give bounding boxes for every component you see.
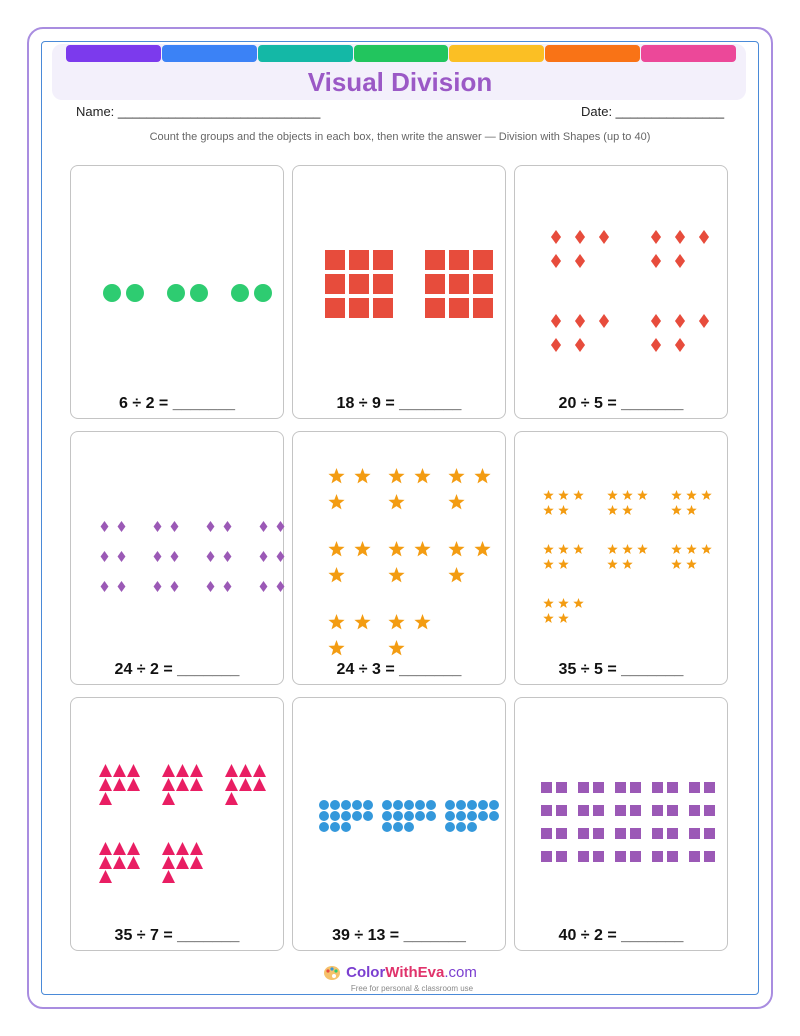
diamond-shape	[675, 254, 685, 268]
star-shape	[388, 640, 404, 655]
diamond-shape	[101, 551, 109, 562]
star-shape	[622, 505, 632, 515]
equation[interactable]: 35 ÷ 5 = _______	[558, 661, 684, 678]
diamond-shape	[551, 254, 561, 268]
star-shape	[558, 598, 568, 608]
problem-card	[292, 697, 506, 951]
diamond-shape	[575, 230, 585, 244]
triangle-shape	[99, 856, 112, 869]
square-shape	[556, 805, 567, 816]
circle-shape	[126, 284, 144, 302]
square-shape	[449, 298, 469, 318]
diamond-shape	[118, 551, 126, 562]
square-shape	[373, 274, 393, 294]
triangle-shape	[253, 778, 266, 791]
shape-groups	[71, 432, 285, 686]
triangle-shape	[162, 842, 175, 855]
diamond-shape	[551, 230, 561, 244]
square-shape	[349, 298, 369, 318]
star-shape	[354, 541, 370, 556]
square-shape	[630, 805, 641, 816]
square-shape	[704, 782, 715, 793]
diamond-shape	[651, 338, 661, 352]
shape-groups	[71, 166, 285, 420]
circle-shape	[393, 811, 403, 821]
star-shape	[607, 544, 617, 554]
square-shape	[652, 782, 663, 793]
circle-shape	[330, 822, 340, 832]
diamond-shape	[575, 314, 585, 328]
square-shape	[652, 851, 663, 862]
star-shape	[388, 614, 404, 629]
problem-card	[70, 697, 284, 951]
star-shape	[558, 559, 568, 569]
diamond-shape	[277, 521, 285, 532]
brand-color: Color	[346, 964, 386, 981]
square-shape	[615, 828, 626, 839]
square-shape	[425, 274, 445, 294]
circle-shape	[382, 822, 392, 832]
star-shape	[328, 567, 344, 582]
star-shape	[414, 614, 430, 629]
triangle-shape	[162, 792, 175, 805]
star-shape	[671, 544, 681, 554]
circle-shape	[167, 284, 185, 302]
star-shape	[328, 640, 344, 655]
star-shape	[543, 598, 553, 608]
square-shape	[473, 298, 493, 318]
brand-logo[interactable]	[323, 964, 477, 981]
star-shape	[671, 490, 681, 500]
rainbow-segment	[162, 45, 257, 62]
triangle-shape	[99, 870, 112, 883]
equation[interactable]: 24 ÷ 3 = _______	[336, 661, 462, 678]
square-shape	[349, 274, 369, 294]
circle-shape	[330, 800, 340, 810]
star-shape	[686, 505, 696, 515]
star-shape	[388, 541, 404, 556]
triangle-shape	[176, 764, 189, 777]
star-shape	[573, 490, 583, 500]
star-shape	[607, 490, 617, 500]
square-shape	[349, 250, 369, 270]
equation[interactable]: 6 ÷ 2 = _______	[119, 395, 235, 412]
circle-shape	[478, 811, 488, 821]
triangle-shape	[225, 792, 238, 805]
diamond-shape	[260, 551, 268, 562]
diamond-shape	[101, 581, 109, 592]
triangle-shape	[127, 856, 140, 869]
circle-shape	[467, 822, 477, 832]
star-shape	[543, 490, 553, 500]
page-title: Visual Division	[307, 67, 493, 97]
diamond-shape	[260, 581, 268, 592]
square-shape	[652, 828, 663, 839]
diamond-shape	[575, 254, 585, 268]
rainbow-segment	[449, 45, 544, 62]
diamond-shape	[118, 581, 126, 592]
palette-icon	[323, 965, 341, 981]
diamond-shape	[675, 338, 685, 352]
diamond-shape	[171, 581, 179, 592]
square-shape	[689, 828, 700, 839]
circle-shape	[445, 800, 455, 810]
star-shape	[558, 544, 568, 554]
star-shape	[637, 490, 647, 500]
diamond-shape	[551, 338, 561, 352]
square-shape	[593, 851, 604, 862]
circle-shape	[352, 811, 362, 821]
equation[interactable]: 39 ÷ 13 = _______	[332, 927, 466, 944]
problem-card	[514, 165, 728, 419]
circle-shape	[478, 800, 488, 810]
diamond-shape	[260, 521, 268, 532]
diamond-shape	[575, 338, 585, 352]
circle-shape	[393, 822, 403, 832]
star-shape	[701, 544, 711, 554]
star-shape	[328, 468, 344, 483]
square-shape	[593, 805, 604, 816]
equation[interactable]: 24 ÷ 2 = _______	[114, 661, 240, 678]
star-shape	[607, 505, 617, 515]
triangle-shape	[99, 764, 112, 777]
equation[interactable]: 18 ÷ 9 = _______	[336, 395, 462, 412]
square-shape	[667, 851, 678, 862]
star-shape	[686, 490, 696, 500]
circle-shape	[489, 800, 499, 810]
circle-shape	[341, 822, 351, 832]
star-shape	[354, 468, 370, 483]
diamond-shape	[224, 521, 232, 532]
diamond-shape	[118, 521, 126, 532]
square-shape	[689, 851, 700, 862]
circle-shape	[330, 811, 340, 821]
triangle-shape	[176, 856, 189, 869]
star-shape	[671, 559, 681, 569]
circle-shape	[456, 800, 466, 810]
star-shape	[558, 505, 568, 515]
square-shape	[373, 250, 393, 270]
star-shape	[543, 544, 553, 554]
rainbow-segment	[354, 45, 449, 62]
star-shape	[448, 494, 464, 509]
date-field[interactable]: Date: _______________	[581, 104, 725, 119]
rainbow-segment	[641, 45, 736, 62]
triangle-shape	[113, 856, 126, 869]
star-shape	[543, 505, 553, 515]
diamond-shape	[224, 551, 232, 562]
square-shape	[578, 851, 589, 862]
diamond-shape	[551, 314, 561, 328]
star-shape	[474, 468, 490, 483]
rainbow-segment	[258, 45, 353, 62]
square-shape	[630, 828, 641, 839]
circle-shape	[341, 811, 351, 821]
triangle-shape	[99, 842, 112, 855]
star-shape	[622, 559, 632, 569]
star-shape	[686, 559, 696, 569]
rainbow-segment	[66, 45, 161, 62]
star-shape	[474, 541, 490, 556]
star-shape	[701, 490, 711, 500]
diamond-shape	[101, 521, 109, 532]
star-shape	[448, 541, 464, 556]
square-shape	[425, 250, 445, 270]
square-shape	[449, 274, 469, 294]
square-shape	[473, 274, 493, 294]
square-shape	[593, 828, 604, 839]
star-shape	[414, 468, 430, 483]
diamond-shape	[154, 551, 162, 562]
circle-shape	[456, 822, 466, 832]
square-shape	[556, 851, 567, 862]
circle-shape	[456, 811, 466, 821]
square-shape	[667, 805, 678, 816]
triangle-shape	[176, 842, 189, 855]
circle-shape	[319, 811, 329, 821]
diamond-shape	[599, 230, 609, 244]
star-shape	[543, 559, 553, 569]
diamond-shape	[651, 254, 661, 268]
star-shape	[414, 541, 430, 556]
circle-shape	[445, 822, 455, 832]
square-shape	[667, 828, 678, 839]
triangle-shape	[162, 856, 175, 869]
star-shape	[328, 541, 344, 556]
star-shape	[388, 567, 404, 582]
diamond-shape	[171, 521, 179, 532]
diamond-shape	[599, 314, 609, 328]
square-shape	[541, 851, 552, 862]
star-shape	[607, 559, 617, 569]
equation[interactable]: 35 ÷ 7 = _______	[114, 927, 240, 944]
square-shape	[704, 851, 715, 862]
star-shape	[543, 613, 553, 623]
square-shape	[630, 851, 641, 862]
footer	[0, 964, 800, 993]
circle-shape	[445, 811, 455, 821]
square-shape	[541, 782, 552, 793]
triangle-shape	[99, 778, 112, 791]
square-shape	[689, 805, 700, 816]
square-shape	[449, 250, 469, 270]
triangle-shape	[162, 778, 175, 791]
circle-shape	[426, 811, 436, 821]
circle-shape	[467, 811, 477, 821]
rainbow-segment	[545, 45, 640, 62]
triangle-shape	[225, 764, 238, 777]
star-shape	[622, 544, 632, 554]
circle-shape	[363, 811, 373, 821]
circle-shape	[382, 811, 392, 821]
circle-shape	[404, 822, 414, 832]
shape-groups	[293, 432, 507, 686]
circle-shape	[404, 800, 414, 810]
triangle-shape	[239, 778, 252, 791]
square-shape	[578, 782, 589, 793]
square-shape	[473, 250, 493, 270]
shape-groups	[71, 698, 285, 952]
circle-shape	[190, 284, 208, 302]
diamond-shape	[277, 581, 285, 592]
square-shape	[615, 805, 626, 816]
square-shape	[615, 851, 626, 862]
square-shape	[615, 782, 626, 793]
star-shape	[686, 544, 696, 554]
square-shape	[578, 828, 589, 839]
square-shape	[325, 250, 345, 270]
square-shape	[556, 782, 567, 793]
square-shape	[630, 782, 641, 793]
diamond-shape	[207, 581, 215, 592]
square-shape	[541, 805, 552, 816]
star-shape	[573, 598, 583, 608]
shape-groups	[293, 698, 507, 952]
star-shape	[328, 614, 344, 629]
problem-card	[292, 431, 506, 685]
square-shape	[556, 828, 567, 839]
diamond-shape	[224, 581, 232, 592]
square-shape	[325, 274, 345, 294]
triangle-shape	[113, 764, 126, 777]
diamond-shape	[154, 581, 162, 592]
triangle-shape	[162, 870, 175, 883]
square-shape	[541, 828, 552, 839]
circle-shape	[231, 284, 249, 302]
shape-groups	[515, 432, 729, 686]
problem-card	[514, 697, 728, 951]
triangle-shape	[190, 856, 203, 869]
equation[interactable]: 40 ÷ 2 = _______	[558, 927, 684, 944]
circle-shape	[319, 822, 329, 832]
square-shape	[704, 805, 715, 816]
diamond-shape	[651, 314, 661, 328]
problem-card	[70, 431, 284, 685]
circle-shape	[393, 800, 403, 810]
shape-groups	[515, 698, 729, 952]
rainbow-bar	[66, 45, 736, 62]
star-shape	[558, 490, 568, 500]
circle-shape	[103, 284, 121, 302]
triangle-shape	[127, 778, 140, 791]
star-shape	[388, 494, 404, 509]
circle-shape	[363, 800, 373, 810]
square-shape	[689, 782, 700, 793]
diamond-shape	[699, 230, 709, 244]
tagline: Free for personal & classroom use	[350, 983, 474, 993]
diamond-shape	[277, 551, 285, 562]
circle-shape	[254, 284, 272, 302]
square-shape	[325, 298, 345, 318]
equation[interactable]: 20 ÷ 5 = _______	[558, 395, 684, 412]
circle-shape	[352, 800, 362, 810]
diamond-shape	[207, 521, 215, 532]
star-shape	[671, 505, 681, 515]
diamond-shape	[699, 314, 709, 328]
problem-card	[292, 165, 506, 419]
triangle-shape	[239, 764, 252, 777]
triangle-shape	[127, 842, 140, 855]
star-shape	[354, 614, 370, 629]
triangle-shape	[113, 842, 126, 855]
square-shape	[652, 805, 663, 816]
problem-card	[514, 431, 728, 685]
triangle-shape	[190, 842, 203, 855]
name-field[interactable]: Name: ____________________________	[76, 104, 321, 119]
triangle-shape	[253, 764, 266, 777]
triangle-shape	[113, 778, 126, 791]
brand-com: .com	[444, 964, 477, 981]
circle-shape	[415, 811, 425, 821]
star-shape	[637, 544, 647, 554]
brand-with: WithEva	[385, 964, 445, 981]
diamond-shape	[171, 551, 179, 562]
triangle-shape	[176, 778, 189, 791]
square-shape	[704, 828, 715, 839]
circle-shape	[404, 811, 414, 821]
instructions: Count the groups and the objects in each box, then write the answer — Division with Shapes (up to 40)	[149, 131, 651, 143]
square-shape	[667, 782, 678, 793]
diamond-shape	[207, 551, 215, 562]
star-shape	[388, 468, 404, 483]
star-shape	[622, 490, 632, 500]
star-shape	[328, 494, 344, 509]
circle-shape	[426, 800, 436, 810]
triangle-shape	[99, 792, 112, 805]
star-shape	[448, 468, 464, 483]
triangle-shape	[225, 778, 238, 791]
diamond-shape	[651, 230, 661, 244]
star-shape	[448, 567, 464, 582]
shape-groups	[515, 166, 729, 420]
triangle-shape	[162, 764, 175, 777]
triangle-shape	[190, 764, 203, 777]
circle-shape	[341, 800, 351, 810]
diamond-shape	[154, 521, 162, 532]
circle-shape	[467, 800, 477, 810]
triangle-shape	[127, 764, 140, 777]
square-shape	[593, 782, 604, 793]
shape-groups	[293, 166, 507, 420]
square-shape	[578, 805, 589, 816]
circle-shape	[382, 800, 392, 810]
star-shape	[558, 613, 568, 623]
square-shape	[373, 298, 393, 318]
circle-shape	[415, 800, 425, 810]
diamond-shape	[675, 314, 685, 328]
problem-card	[70, 165, 284, 419]
circle-shape	[489, 811, 499, 821]
circle-shape	[319, 800, 329, 810]
triangle-shape	[190, 778, 203, 791]
star-shape	[573, 544, 583, 554]
diamond-shape	[675, 230, 685, 244]
square-shape	[425, 298, 445, 318]
